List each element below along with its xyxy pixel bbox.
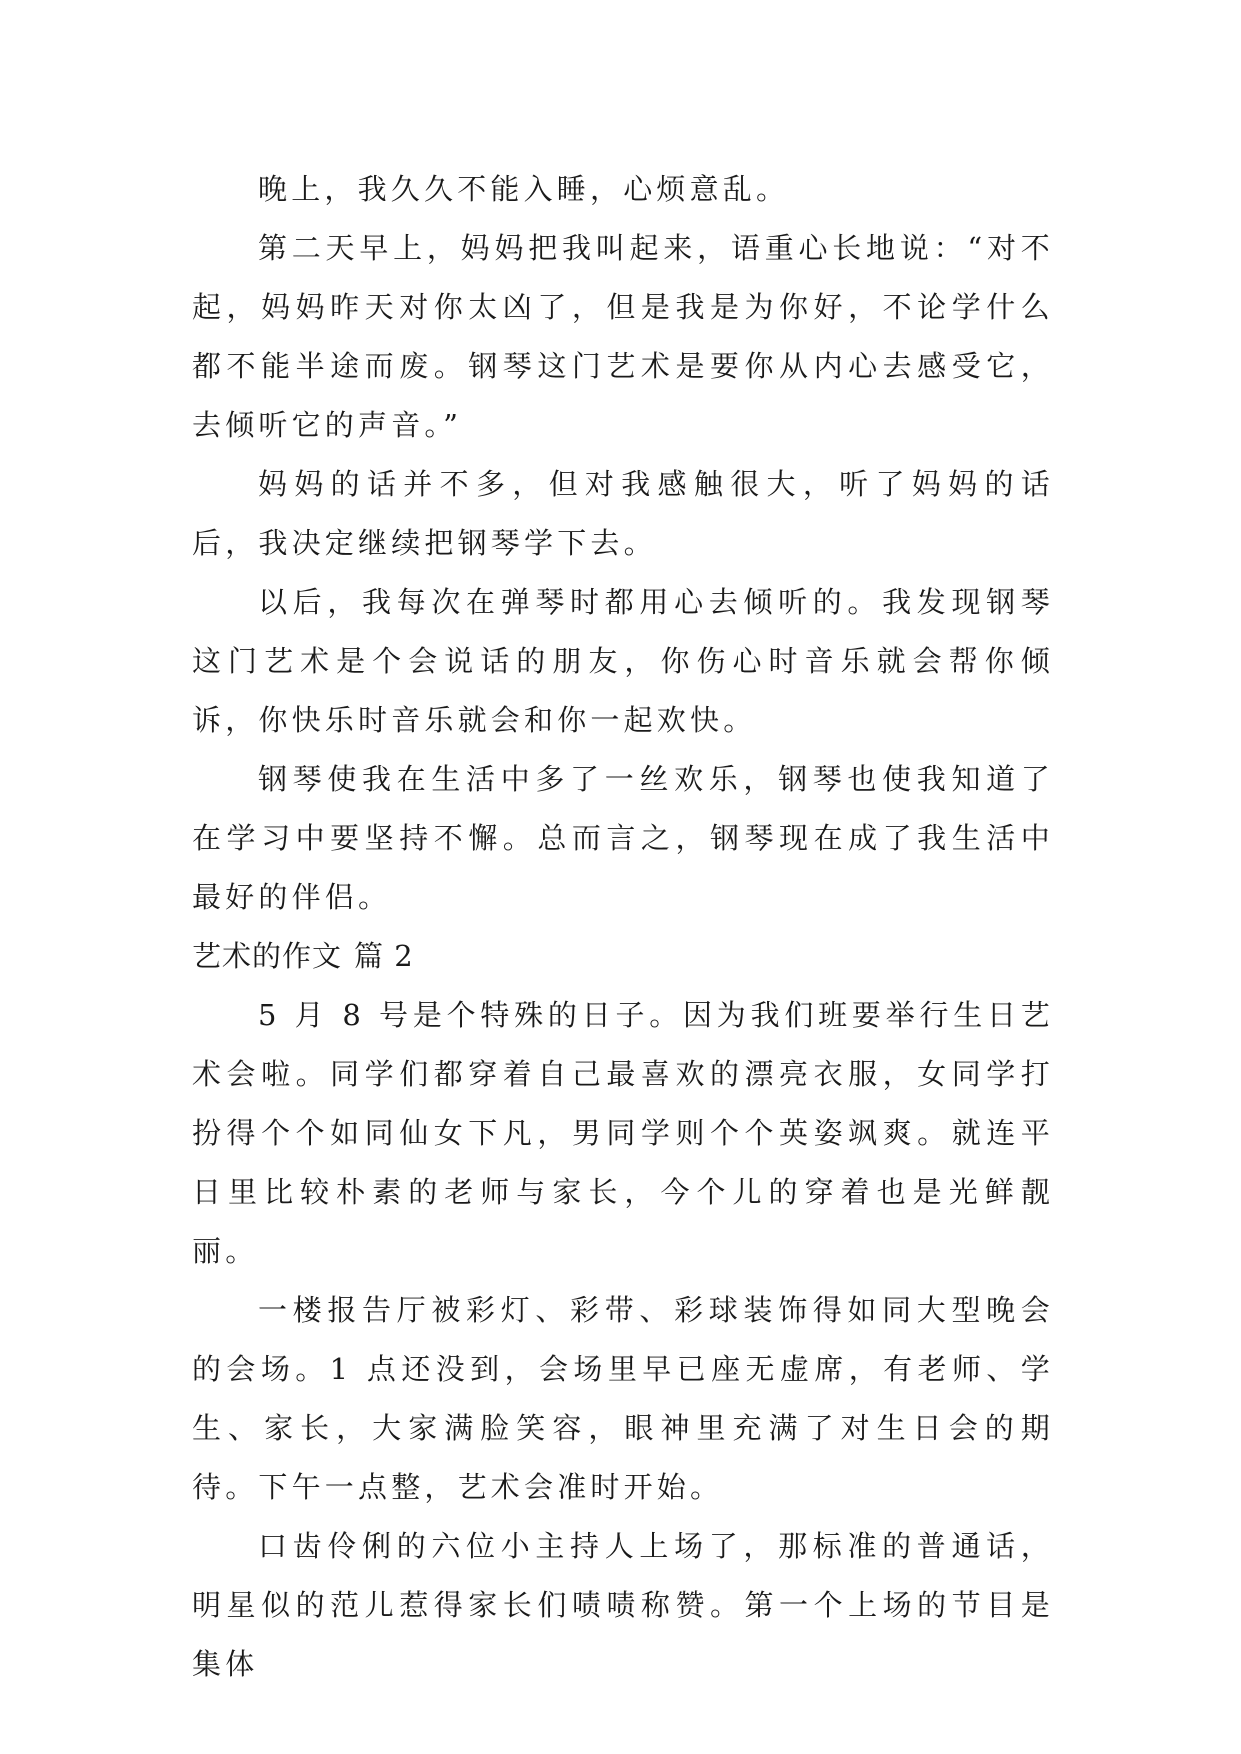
paragraph: 钢琴使我在生活中多了一丝欢乐，钢琴也使我知道了在学习中要坚持不懈。总而言之，钢琴现在成了我生活中最好的伴侣。	[192, 762, 1054, 914]
section-heading-title: 艺术的作文	[192, 939, 343, 973]
section-heading-part: 篇 2	[354, 939, 414, 973]
section-heading	[192, 927, 1054, 986]
paragraph: 妈妈的话并不多，但对我感触很大，听了妈妈的话后，我决定继续把钢琴学下去。	[192, 467, 1054, 560]
paragraph: 晚上，我久久不能入睡，心烦意乱。	[258, 172, 790, 206]
paragraph: 以后，我每次在弹琴时都用心去倾听的。我发现钢琴这门艺术是个会说话的朋友，你伤心时音乐就会帮你倾诉，你快乐时音乐就会和你一起欢快。	[192, 585, 1054, 737]
paragraph: 5 月 8 号是个特殊的日子。因为我们班要举行生日艺术会啦。同学们都穿着自己最喜欢的漂亮衣服，女同学打扮得个个如同仙女下凡，男同学则个个英姿飒爽。就连平日里比较朴素的老师与家长，今个儿的穿着也是光鲜靓丽。	[192, 998, 1054, 1268]
paragraph: 第二天早上，妈妈把我叫起来，语重心长地说：“对不起，妈妈昨天对你太凶了，但是我是为你好，不论学什么都不能半途而废。钢琴这门艺术是要你从内心去感受它，去倾听它的声音。”	[192, 231, 1054, 442]
document-body	[192, 160, 1054, 1694]
paragraph: 一楼报告厅被彩灯、彩带、彩球装饰得如同大型晚会的会场。1 点还没到，会场里早已座无虚席，有老师、学生、家长，大家满脸笑容，眼神里充满了对生日会的期待。下午一点整，艺术会准时开始。	[192, 1293, 1054, 1504]
paragraph: 口齿伶俐的六位小主持人上场了，那标准的普通话，明星似的范儿惹得家长们啧啧称赞。第一个上场的节目是集体	[192, 1529, 1054, 1681]
